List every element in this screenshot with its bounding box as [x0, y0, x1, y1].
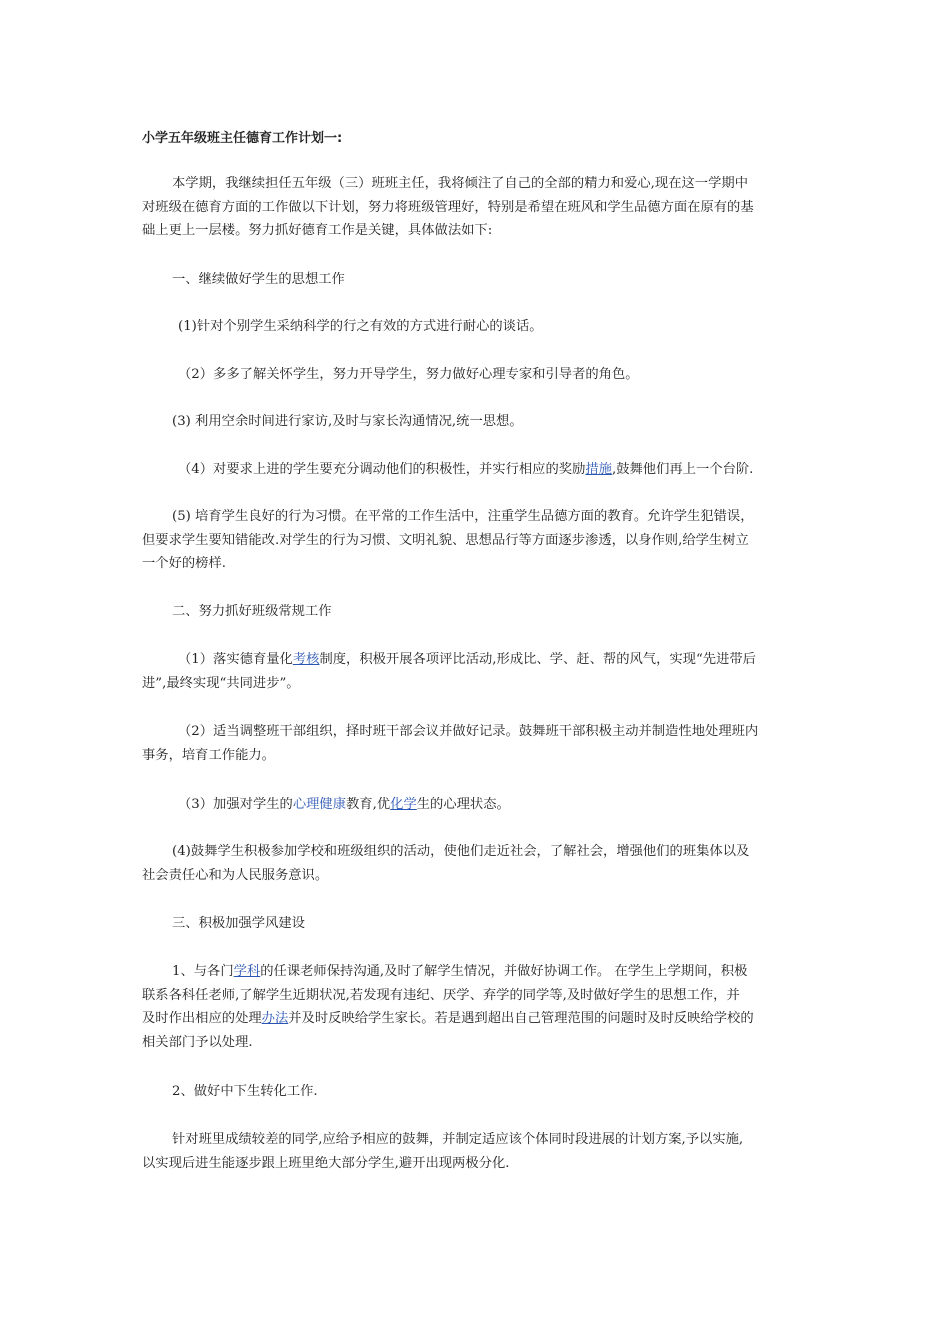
- text-line: [142, 458, 810, 482]
- text-line: (1)针对个别学生采纳科学的行之有效的方式进行耐心的谈话。: [178, 319, 543, 334]
- link-banfa[interactable]: 办法: [261, 1011, 289, 1026]
- text-line: 一个好的榜样.: [142, 556, 227, 571]
- link-huaxue[interactable]: 化学: [390, 797, 417, 812]
- text-line: 针对班里成绩较差的同学,应给予相应的鼓舞，并制定适应该个体同时段进展的计划方案,予以实施,: [172, 1132, 744, 1147]
- text-line: 社会责任心和为人民服务意识。: [142, 867, 329, 883]
- link-xinli-jiankang[interactable]: 心理健康: [292, 797, 347, 812]
- sec3-paragraph-2: [142, 1080, 810, 1104]
- text-line: [142, 1007, 810, 1031]
- heading-text: 三、积极加强学风建设: [172, 916, 305, 931]
- text-line: （2）多多了解关怀学生，努力开导学生，努力做好心理专家和引导者的角色。: [178, 367, 639, 382]
- text-run: ,鼓舞他们再上一个台阶.: [611, 462, 754, 477]
- text-run: （3）加强对学生的: [178, 797, 293, 812]
- text-line: [142, 960, 810, 984]
- heading-text: 一、继续做好学生的思想工作: [172, 272, 345, 287]
- link-xueke[interactable]: 学科: [233, 964, 261, 979]
- text-run: 制度，积极开展各项评比活动,形成比、学、赶、帮的风气，实现“先进带后: [319, 652, 756, 667]
- sec1-item-2: [142, 363, 810, 387]
- text-run: （4）对要求上进的学生要充分调动他们的积极性，并实行相应的奖励: [178, 462, 586, 477]
- text-line: 进”,最终实现“共同进步”。: [142, 675, 300, 691]
- text-line: [142, 793, 810, 817]
- sec3-paragraph-1: [142, 960, 810, 1054]
- section-2-heading: [142, 600, 810, 624]
- section-3-heading: [142, 912, 810, 936]
- sec2-item-2: [142, 720, 810, 767]
- text-run: 生的心理状态。: [416, 797, 510, 812]
- text-line: 事务，培育工作能力。: [142, 747, 275, 763]
- sec2-item-1: [142, 648, 810, 695]
- text-line: (4)鼓舞学生积极参加学校和班级组织的活动，使他们走近社会，了解社会，增强他们的班集体以及: [172, 844, 750, 859]
- text-line: 相关部门予以处理.: [142, 1034, 253, 1050]
- document-title: 小学五年级班主任德育工作计划一:: [142, 131, 343, 146]
- link-kaohe[interactable]: 考核: [292, 652, 320, 667]
- text-run: 1、与各门: [172, 964, 234, 979]
- sec1-item-5: [142, 505, 810, 576]
- text-line: 本学期，我继续担任五年级（三）班班主任，我将倾注了自己的全部的精力和爱心,现在这一学期中: [172, 176, 748, 191]
- text-line: 联系各科任老师,了解学生近期状况,若发现有违纪、厌学、弃学的同学等,及时做好学生的思想工作，并: [142, 987, 740, 1003]
- text-run: 及时作出相应的处理: [142, 1011, 262, 1026]
- text-line: 以实现后进生能逐步跟上班里绝大部分学生,避开出现两极分化.: [142, 1155, 510, 1171]
- sec2-item-3: [142, 793, 810, 817]
- sec1-item-4: [142, 458, 810, 482]
- text-line: 但要求学生要知错能改.对学生的行为习惯、文明礼貌、思想品行等方面逐步渗透，以身作则,给学生树立: [142, 532, 749, 548]
- text-line: (5) 培育学生良好的行为习惯。在平常的工作生活中，注重学生品德方面的教育。允许学生犯错误，: [172, 509, 754, 524]
- sec2-item-4: [142, 840, 810, 887]
- heading-text: 二、努力抓好班级常规工作: [172, 604, 332, 619]
- sec1-item-3: [142, 410, 810, 434]
- text-run: 教育,优: [346, 797, 391, 812]
- section-1-heading: [142, 268, 810, 292]
- text-line: (3) 利用空余时间进行家访,及时与家长沟通情况,统一思想。: [172, 414, 523, 429]
- intro-paragraph: [142, 172, 810, 243]
- sec3-paragraph-3: [142, 1128, 810, 1175]
- text-run: 并及时反映给学生家长。若是遇到超出自己管理范围的问题时及时反映给学校的: [288, 1011, 754, 1026]
- text-line: 对班级在德育方面的工作做以下计划，努力将班级管理好，特别是希望在班风和学生品德方面在原有的基: [142, 199, 754, 215]
- text-line: [142, 648, 810, 672]
- text-line: （2）适当调整班干部组织，择时班干部会议并做好记录。鼓舞班干部积极主动并制造性地处理班内: [178, 724, 759, 739]
- text-run: （1）落实德育量化: [178, 652, 293, 667]
- link-cuoshi[interactable]: 措施: [585, 462, 612, 477]
- text-line: 础上更上一层楼。努力抓好德育工作是关键，具体做法如下:: [142, 223, 493, 238]
- text-line: 2、做好中下生转化工作.: [172, 1084, 318, 1099]
- text-run: 的任课老师保持沟通,及时了解学生情况，并做好协调工作。 在学生上学期间，积极: [260, 964, 748, 979]
- sec1-item-1: [142, 315, 810, 339]
